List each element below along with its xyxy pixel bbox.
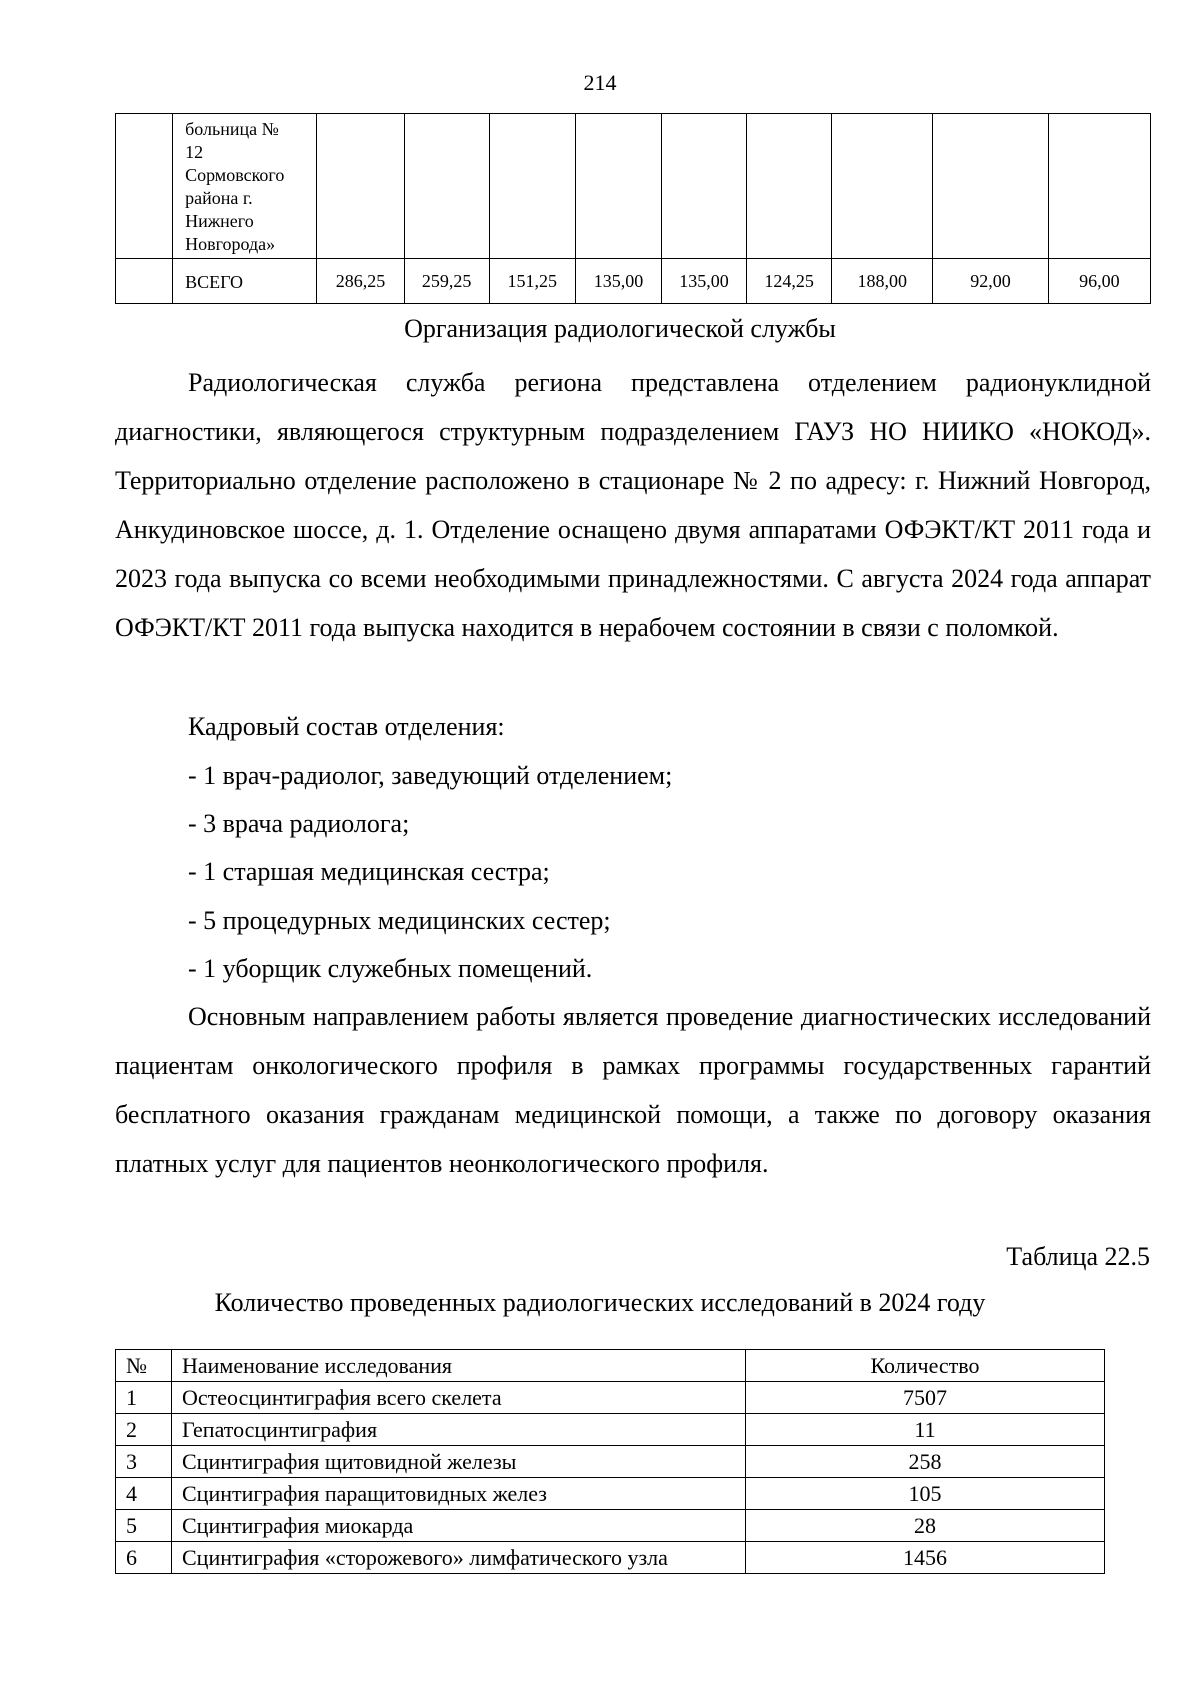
study-count: 7507	[746, 1382, 1105, 1414]
total-value: 135,00	[662, 259, 747, 304]
table-cell	[575, 114, 661, 259]
table-label: Таблица 22.5	[1006, 1242, 1150, 1271]
total-value: 124,25	[747, 259, 832, 304]
study-count: 258	[746, 1446, 1105, 1478]
study-name: Сцинтиграфия щитовидной железы	[172, 1446, 746, 1478]
header-number: №	[116, 1350, 172, 1382]
total-value: 286,25	[317, 259, 404, 304]
study-count: 1456	[746, 1542, 1105, 1574]
table-row	[116, 1478, 1105, 1510]
table-cell	[317, 114, 404, 259]
header-study-name: Наименование исследования	[172, 1350, 746, 1382]
table-cell	[832, 114, 933, 259]
row-number: 6	[116, 1542, 172, 1574]
header-count: Количество	[746, 1350, 1105, 1382]
studies-table	[115, 1349, 1105, 1574]
study-count: 28	[746, 1510, 1105, 1542]
table-row	[116, 1542, 1105, 1574]
staff-list-item: - 3 врача радиолога;	[188, 809, 410, 838]
staff-list-item: - 1 уборщик служебных помещений.	[188, 954, 593, 983]
table-title: Количество проведенных радиологических исследований в 2024 году	[214, 1288, 986, 1317]
study-name: Остеосцинтиграфия всего скелета	[172, 1382, 746, 1414]
staff-list-item: - 1 врач-радиолог, заведующий отделением;	[188, 761, 673, 790]
study-name: Сцинтиграфия «сторожевого» лимфатического узла	[172, 1542, 746, 1574]
study-name: Гепатосцинтиграфия	[172, 1414, 746, 1446]
row-number: 5	[116, 1510, 172, 1542]
table-row	[116, 1446, 1105, 1478]
paragraph-main-direction: Основным направлением работы является проведение диагностических исследований пациентам онкологического профиля в рамках программы государственных гарантий бесплатного оказания гражданам медицинской помощи, а также по договору оказания платных услуг для пациентов неонкологического профиля.	[115, 1002, 1151, 1178]
staff-intro: Кадровый состав отделения:	[188, 712, 505, 741]
institution-name-cell	[173, 114, 317, 259]
total-value: 259,25	[404, 259, 489, 304]
table-cell	[1048, 114, 1150, 259]
total-value: 96,00	[1048, 259, 1150, 304]
total-row	[116, 259, 1151, 304]
institution-name-line: Нижнего	[185, 211, 254, 231]
table-row	[116, 1414, 1105, 1446]
table-row	[116, 114, 1151, 259]
continuation-table	[115, 113, 1151, 304]
table-cell	[116, 259, 173, 304]
row-number: 4	[116, 1478, 172, 1510]
table-cell	[747, 114, 832, 259]
table-cell	[116, 114, 173, 259]
paragraph-radiology-service: Радиологическая служба региона представлена отделением радионуклидной диагностики, являющегося структурным подразделением ГАУЗ НО НИИКО «НОКОД». Территориально отделение расположено в стационаре № 2 по адресу: г. Нижний Новгород, Анкудиновское шоссе, д. 1. Отделение оснащено двумя аппаратами ОФЭКТ/КТ 2011 года и 2023 года выпуска со всеми необходимыми принадлежностями. С августа 2024 года аппарат ОФЭКТ/КТ 2011 года выпуска находится в нерабочем состоянии в связи с поломкой.	[115, 368, 1151, 642]
study-count: 105	[746, 1478, 1105, 1510]
institution-name-line: 12	[185, 142, 204, 162]
staff-list-item: - 1 старшая медицинская сестра;	[188, 857, 550, 886]
section-title: Организация радиологической службы	[404, 314, 836, 343]
page-number: 214	[583, 70, 617, 95]
row-number: 2	[116, 1414, 172, 1446]
total-value: 92,00	[933, 259, 1048, 304]
table-row	[116, 1510, 1105, 1542]
table-cell	[662, 114, 747, 259]
staff-list-item: - 5 процедурных медицинских сестер;	[188, 906, 611, 935]
table-header-row	[116, 1350, 1105, 1382]
table-cell	[404, 114, 489, 259]
institution-name-line: района г.	[185, 188, 253, 208]
total-value: 151,25	[489, 259, 575, 304]
table-cell	[933, 114, 1048, 259]
institution-name-line: Сормовского	[185, 165, 285, 185]
total-value: 135,00	[575, 259, 661, 304]
total-label: ВСЕГО	[173, 259, 317, 304]
row-number: 3	[116, 1446, 172, 1478]
institution-name-line: Новгорода»	[185, 234, 276, 254]
row-number: 1	[116, 1382, 172, 1414]
institution-name-line: больница №	[185, 119, 279, 139]
study-name: Сцинтиграфия паращитовидных желез	[172, 1478, 746, 1510]
study-name: Сцинтиграфия миокарда	[172, 1510, 746, 1542]
table-cell	[489, 114, 575, 259]
table-row	[116, 1382, 1105, 1414]
total-value: 188,00	[832, 259, 933, 304]
study-count: 11	[746, 1414, 1105, 1446]
